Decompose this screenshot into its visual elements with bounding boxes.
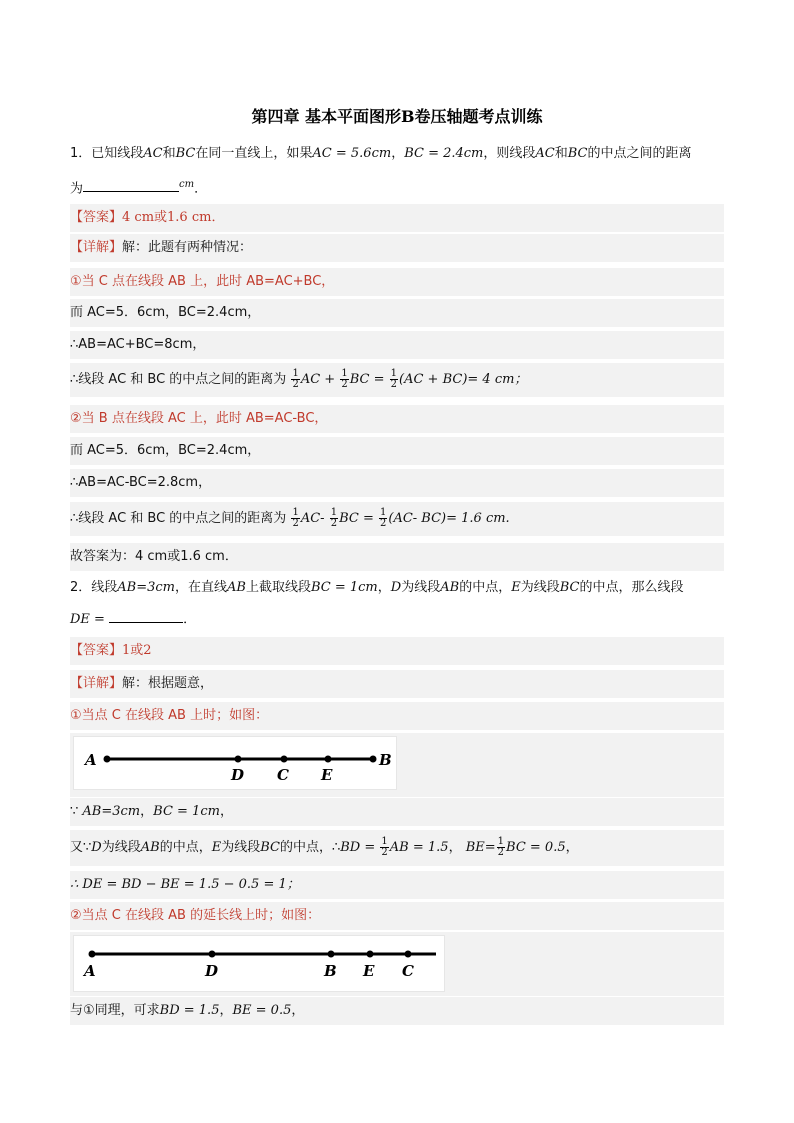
point-d: [209, 951, 216, 958]
label-b: B: [379, 751, 392, 769]
fraction-half: $\frac{1}{2}$: [497, 836, 505, 858]
q2-detail: 【详解】解：根据题意，: [70, 670, 724, 698]
label-d: D: [205, 962, 219, 980]
point-e: [367, 951, 374, 958]
fraction-half: $\frac{1}{2}$: [292, 368, 299, 390]
answer-blank: [83, 179, 179, 192]
q1-case2-line2: 而 AC=5．6cm，BC=2.4cm，: [70, 437, 724, 465]
fraction-half: $\frac{1}{2}$: [292, 507, 299, 529]
label-a: A: [84, 962, 96, 980]
label-e: E: [321, 766, 333, 784]
q1-case2-line4: ∴线段 AC 和 BC 的中点之间的距离为 $\frac{1}{2}$ AC- $\frac{1}{2}$ BC = $\frac{1}{2}$ (AC- BC)= 1.6 cm.: [70, 502, 724, 536]
point-c: [281, 756, 288, 763]
q1-summary: 故答案为：4 cm或1.6 cm．: [70, 543, 724, 571]
segment-diagram-1: [74, 737, 396, 789]
fraction-half: $\frac{1}{2}$: [390, 368, 398, 390]
q1-stem-line2: 为 $^{cm}$．: [70, 179, 208, 197]
q1-detail: 【详解】解：此题有两种情况：: [70, 234, 724, 262]
q1-answer: 【答案】4 cm或1.6 cm．: [70, 204, 724, 232]
segment-figure-1: [73, 736, 397, 790]
point-b: [328, 951, 335, 958]
answer-blank: [109, 610, 183, 623]
segment-figure-2: [73, 935, 445, 992]
point-c: [405, 951, 412, 958]
point-e: [325, 756, 332, 763]
q1-case1-line3: ∴AB=AC+BC=8cm，: [70, 331, 724, 359]
q2-stem-line2: DE = ．: [70, 612, 197, 627]
label-d: D: [231, 766, 245, 784]
q1-case1-line4: ∴线段 AC 和 BC 的中点之间的距离为 $\frac{1}{2}$ AC + $\frac{1}{2}$ BC = $\frac{1}{2}$ (AC + BC)= 4 cm；: [70, 363, 724, 397]
label-c: C: [402, 962, 414, 980]
q2-case2: ②当点 C 在线段 AB 的延长线上时；如图：: [70, 902, 724, 930]
label-e: E: [363, 962, 375, 980]
q2-stem-line1: 2．线段AB=3cm，在直线AB上截取线段BC = 1cm，D为线段AB的中点，E为线段BC的中点，那么线段: [70, 580, 684, 595]
q1-case1-line2: 而 AC=5．6cm，BC=2.4cm，: [70, 299, 724, 327]
fraction-half: $\frac{1}{2}$: [380, 507, 387, 529]
label-c: C: [277, 766, 289, 784]
q1-case2: ②当 B 点在线段 AC 上，此时 AB=AC-BC，: [70, 405, 724, 433]
q2-same: 与①同理，可求BD = 1.5，BE = 0.5，: [70, 997, 724, 1025]
point-a: [104, 756, 111, 763]
point-a: [89, 951, 96, 958]
q2-midpoints: 又∵D为线段AB的中点，E为线段BC的中点，∴BD = $\frac{1}{2}$ AB = 1.5， BE= $\frac{1}{2}$ BC = 0.5，: [70, 830, 724, 866]
fraction-half: $\frac{1}{2}$: [381, 836, 388, 858]
page-title: 第四章 基本平面图形B卷压轴题考点训练: [251, 107, 543, 126]
q1-stem-line1: 1．已知线段AC和BC在同一直线上，如果AC = 5.6cm，BC = 2.4cm，则线段AC和BC的中点之间的距离: [70, 146, 692, 161]
q2-case1: ①当点 C 在线段 AB 上时；如图：: [70, 702, 724, 730]
q1-case2-line3: ∴AB=AC-BC=2.8cm，: [70, 469, 724, 497]
segment-diagram-2: [74, 936, 444, 991]
fraction-half: $\frac{1}{2}$: [341, 368, 348, 390]
label-a: A: [85, 751, 97, 769]
point-d: [235, 756, 242, 763]
point-b: [370, 756, 377, 763]
fraction-half: $\frac{1}{2}$: [330, 507, 338, 529]
q2-because: ∵ AB=3cm，BC = 1cm，: [70, 798, 724, 826]
q2-answer: 【答案】1或2: [70, 637, 724, 665]
q1-case1: ①当 C 点在线段 AB 上，此时 AB=AC+BC，: [70, 268, 724, 296]
label-b: B: [324, 962, 337, 980]
q2-calc: ∴ DE = BD − BE = 1.5 − 0.5 = 1；: [70, 871, 724, 899]
